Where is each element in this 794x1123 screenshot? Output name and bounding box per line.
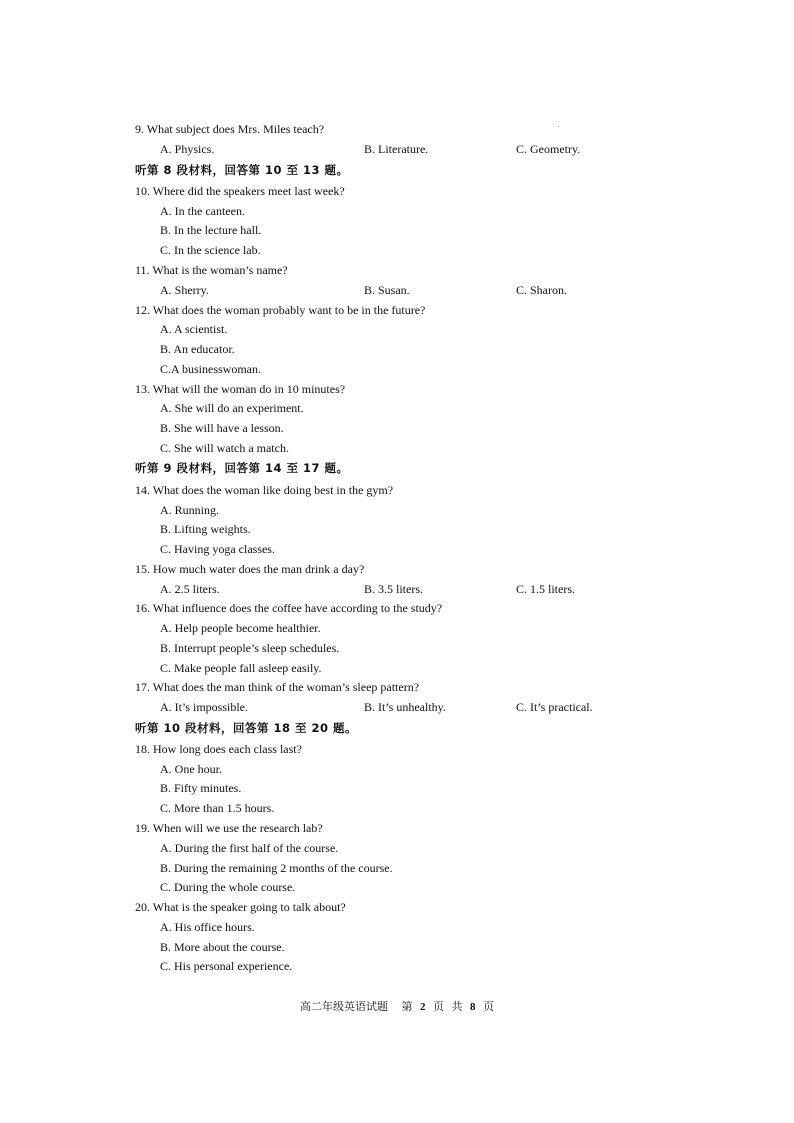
option-15a: A. 2.5 liters. — [160, 582, 220, 596]
option-9b: B. Literature. — [364, 142, 429, 156]
option-17b: B. It’s unhealthy. — [364, 700, 446, 714]
option-17a: A. It’s impossible. — [160, 700, 249, 714]
question-15: 15. How much water does the man drink a day? — [135, 562, 365, 576]
option-13a: A. She will do an experiment. — [160, 401, 304, 415]
option-12c: C.A businesswoman. — [160, 362, 262, 376]
option-11c: C. Sharon. — [516, 283, 567, 297]
option-19a: A. During the first half of the course. — [160, 841, 339, 855]
option-11a: A. Sherry. — [160, 283, 209, 297]
option-14b: B. Lifting weights. — [160, 522, 251, 536]
question-11: 11. What is the woman’s name? — [135, 263, 288, 277]
option-15b: B. 3.5 liters. — [364, 582, 423, 596]
option-20a: A. His office hours. — [160, 920, 255, 934]
option-9a: A. Physics. — [160, 142, 215, 156]
option-18a: A. One hour. — [160, 762, 222, 776]
question-13: 13. What will the woman do in 10 minutes? — [135, 382, 346, 396]
question-17: 17. What does the man think of the woman’s sleep pattern? — [135, 680, 420, 694]
option-19c: C. During the whole course. — [160, 880, 296, 894]
section-heading-10: 听第 10 段材料，回答第 18 至 20 题。 — [135, 721, 358, 735]
footer-text-ye: 页 — [433, 1000, 444, 1013]
option-20b: B. More about the course. — [160, 940, 285, 954]
option-14a: A. Running. — [160, 503, 220, 517]
option-16a: A. Help people become healthier. — [160, 621, 321, 635]
question-10: 10. Where did the speakers meet last week? — [135, 184, 345, 198]
scan-speck — [558, 126, 559, 127]
question-18: 18. How long does each class last? — [135, 742, 302, 756]
option-18b: B. Fifty minutes. — [160, 781, 242, 795]
option-15c: C. 1.5 liters. — [516, 582, 575, 596]
footer-total-pages: 8 — [470, 1001, 476, 1013]
option-14c: C. Having yoga classes. — [160, 542, 275, 556]
question-20: 20. What is the speaker going to talk about? — [135, 900, 346, 914]
option-9c: C. Geometry. — [516, 142, 581, 156]
option-13b: B. She will have a lesson. — [160, 421, 284, 435]
option-20c: C. His personal experience. — [160, 959, 293, 973]
option-17c: C. It’s practical. — [516, 700, 593, 714]
question-16: 16. What influence does the coffee have according to the study? — [135, 601, 443, 615]
option-12b: B. An educator. — [160, 342, 235, 356]
option-10b: B. In the lecture hall. — [160, 223, 262, 237]
question-12: 12. What does the woman probably want to be in the future? — [135, 303, 426, 317]
option-18c: C. More than 1.5 hours. — [160, 801, 275, 815]
section-heading-9: 听第 9 段材料，回答第 14 至 17 题。 — [135, 461, 349, 475]
option-11b: B. Susan. — [364, 283, 410, 297]
option-16c: C. Make people fall asleep easily. — [160, 661, 322, 675]
question-19: 19. When will we use the research lab? — [135, 821, 323, 835]
footer-text-gong: 共 — [451, 1000, 463, 1013]
option-13c: C. She will watch a match. — [160, 441, 289, 455]
option-10a: A. In the canteen. — [160, 204, 245, 218]
footer-text-di: 第 — [401, 1000, 413, 1013]
footer-page-number: 2 — [420, 1001, 426, 1013]
option-12a: A. A scientist. — [160, 322, 228, 336]
footer-text-ye-2: 页 — [483, 1000, 494, 1013]
question-14: 14. What does the woman like doing best in the gym? — [135, 483, 394, 497]
question-9: 9. What subject does Mrs. Miles teach? — [135, 122, 325, 136]
option-16b: B. Interrupt people’s sleep schedules. — [160, 641, 340, 655]
option-19b: B. During the remaining 2 months of the course. — [160, 861, 393, 875]
section-heading-8: 听第 8 段材料，回答第 10 至 13 题。 — [135, 163, 349, 177]
page-footer — [0, 998, 794, 1014]
option-10c: C. In the science lab. — [160, 243, 261, 257]
footer-exam-title: 高二年级英语试题 — [300, 1000, 388, 1013]
